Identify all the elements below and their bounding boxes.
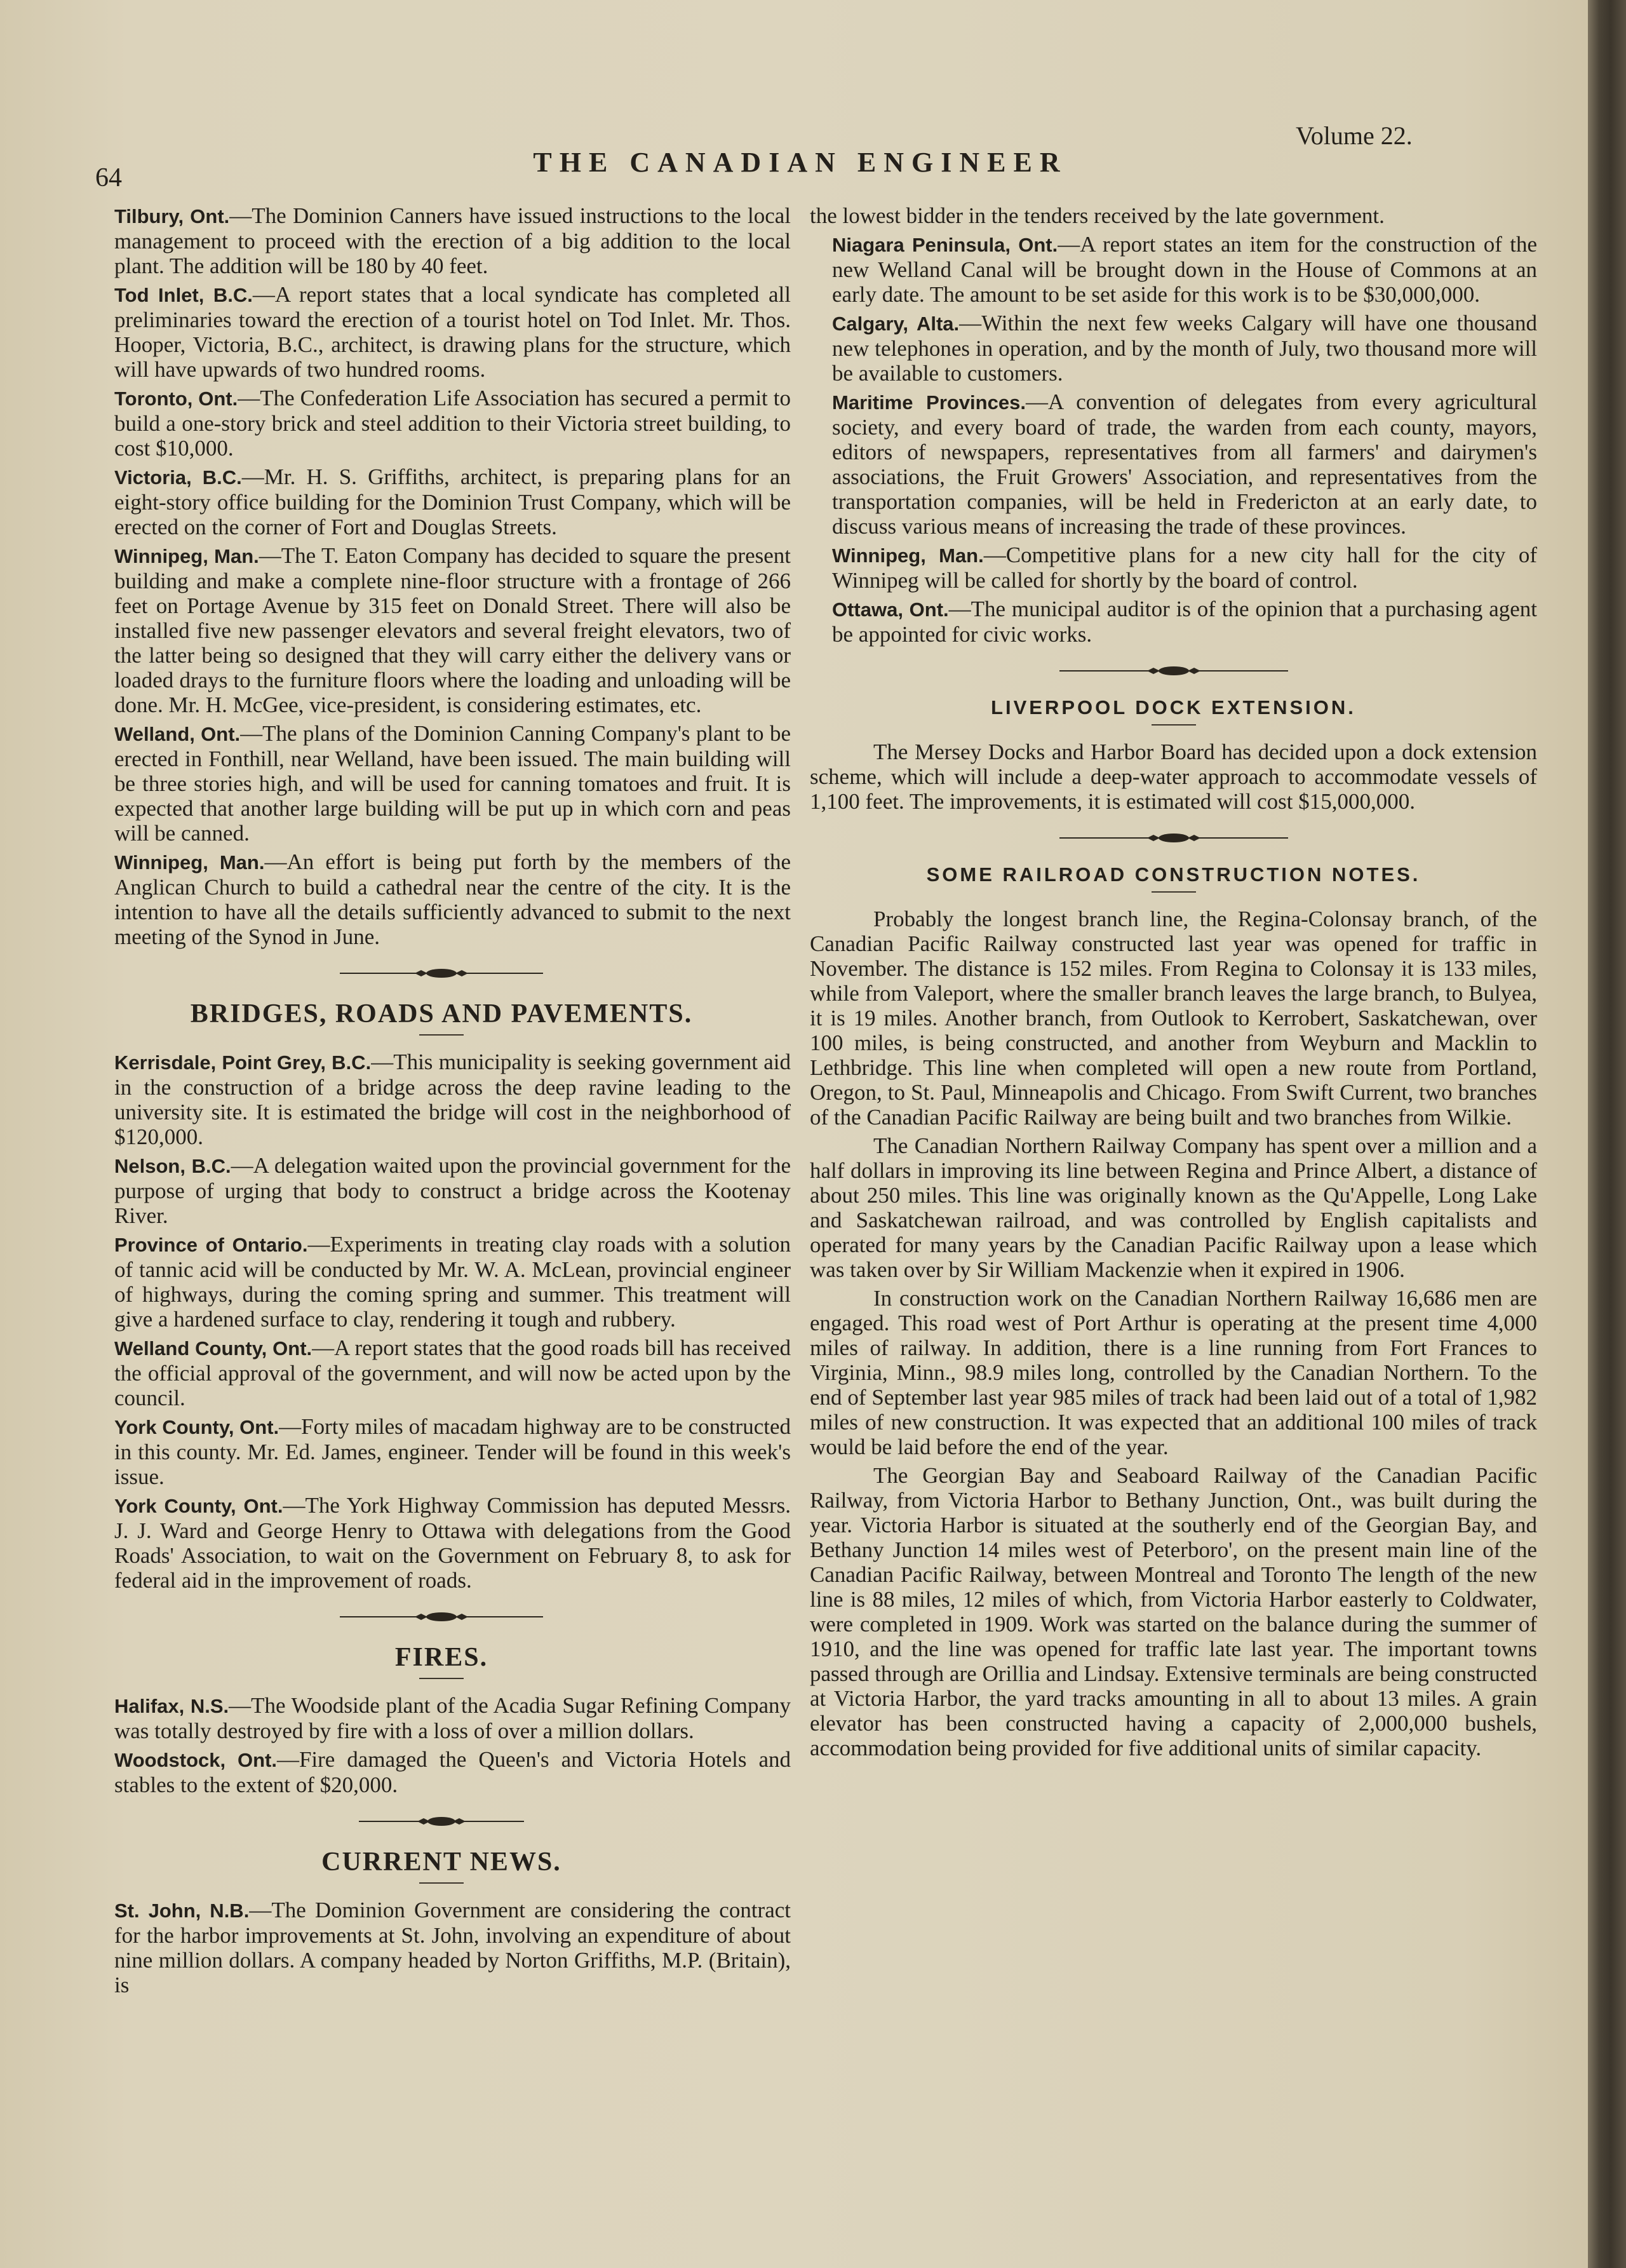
item-text: —Experiments in treating clay roads with a solution of tannic acid will be conducted by Mr. W. A. McLean, provincial engineer of highways, during the coming spring and summer. This treatment will give a hardened surface to clay, rendering it tough and rubbery. (114, 1232, 791, 1332)
location-label: Winnipeg, Man. (832, 544, 984, 567)
ornament-divider (359, 1815, 524, 1828)
item-text: —A convention of delegates from every agricultural society, and every board of trade, the warden from each county, mayors, editors of newspapers, representatives from all farmers' and dairymen's associations, the Fruit Growers' Association, and representatives from the transportation companies, will be held in Fredericton at an early date, to discuss various means of increasing the trade of these provinces. (832, 389, 1538, 539)
news-item (92, 203, 791, 278)
journal-title: THE CANADIAN ENGINEER (533, 147, 1068, 178)
news-item (92, 1493, 791, 1593)
news-item (92, 1747, 791, 1797)
news-item (92, 1335, 791, 1410)
news-item (810, 543, 1537, 593)
section-title-bridges: BRIDGES, ROADS AND PAVEMENTS. (190, 999, 693, 1029)
news-item (92, 282, 791, 382)
news-item (810, 597, 1537, 647)
location-label: Woodstock, Ont. (114, 1749, 277, 1771)
news-item (810, 311, 1537, 386)
location-label: Calgary, Alta. (832, 313, 960, 335)
right-column (810, 203, 1537, 1764)
location-label: Victoria, B.C. (114, 466, 242, 489)
item-text: —Mr. H. S. Griffiths, architect, is preparing plans for an eight-story office building for the Dominion Trust Company, which will be erected on the corner of Fort and Douglas Streets. (114, 464, 791, 539)
item-text: —The municipal auditor is of the opinion that a purchasing agent be appointed for civic works. (832, 597, 1537, 647)
article-paragraph: In construction work on the Canadian Northern Railway 16,686 men are engaged. This road west of Port Arthur is operating at the present time 4,000 miles of railway. In addition, there is a line running from Fort Frances to Virginia, Minn., 98.9 miles long, controlled by the Canadian Northern. To the end of September last year 985 miles of track had been laid out of a total of 1,982 miles of new construction. It was expected that an additional 100 miles of track would be laid before the end of the year. (810, 1286, 1537, 1459)
location-label: Welland, Ont. (114, 723, 241, 745)
item-text: —Forty miles of macadam highway are to be constructed in this county. Mr. Ed. James, engineer. Tender will be found in this week's issue. (114, 1414, 791, 1489)
news-item (92, 543, 791, 717)
news-item (810, 389, 1537, 539)
title-rule (419, 1034, 464, 1036)
item-text: —An effort is being put forth by the members of the Anglican Church to build a cathedral near the centre of the city. It is the intention to have all the details sufficiently advanced to submit to the next meeting of the Synod in June. (114, 849, 791, 949)
location-label: Winnipeg, Man. (114, 851, 265, 874)
news-item (92, 386, 791, 461)
section-title-railroad: SOME RAILROAD CONSTRUCTION NOTES. (926, 863, 1421, 886)
item-text: —A report states an item for the construction of the new Welland Canal will be brought down in the House of Commons at an early date. The amount to be set aside for this work is to be $30,000,000. (832, 232, 1537, 307)
item-text: —The plans of the Dominion Canning Company's plant to be erected in Fonthill, near Welland, have been issued. The main building will be three stories high, and will be used for canning tomatoes and fruit. It is expected that another large building will be put up in which corn and peas will be canned. (114, 721, 791, 846)
location-label: Winnipeg, Man. (114, 545, 259, 567)
item-text: —Fire damaged the Queen's and Victoria Hotels and stables to the extent of $20,000. (114, 1747, 791, 1797)
item-text: —The Dominion Canners have issued instructions to the local management to proceed with the erection of a big addition to the local plant. The addition will be 180 by 40 feet. (114, 203, 791, 278)
item-text: —The Confederation Life Association has secured a permit to build a one-story brick and steel addition to their Victoria street building, to cost $10,000. (114, 386, 791, 461)
item-text: —This municipality is seeking government aid in the construction of a bridge across the deep ravine leading to the university site. It is estimated the bridge will cost in the neighborhood of $120,000. (114, 1050, 791, 1149)
news-item (92, 464, 791, 539)
continued-text: the lowest bidder in the tenders received by the late government. (810, 203, 1385, 228)
page-number: 64 (95, 163, 122, 192)
location-label: Maritime Provinces. (832, 391, 1026, 414)
news-item (92, 1414, 791, 1489)
title-rule (419, 1882, 464, 1884)
item-text: —A report states that a local syndicate has completed all preliminaries toward the erection of a tourist hotel on Tod Inlet. Mr. Thos. Hooper, Victoria, B.C., architect, is drawing plans for the structure, which will have upwards of two hundred rooms. (114, 282, 791, 382)
volume-label: Volume 22. (1296, 121, 1413, 150)
location-label: York County, Ont. (114, 1495, 283, 1517)
location-label: Nelson, B.C. (114, 1155, 231, 1177)
ornament-divider (340, 967, 543, 980)
left-column (92, 203, 791, 2001)
location-label: Tilbury, Ont. (114, 205, 230, 227)
ornament-divider (340, 1610, 543, 1623)
item-text: —The York Highway Commission has deputed Messrs. J. J. Ward and George Henry to Ottawa with delegations from the Good Roads' Association, to wait on the Government on February 8, to ask for federal aid in the improvement of roads. (114, 1493, 791, 1593)
item-text: —The Dominion Government are considering the contract for the harbor improvements at St. John, involving an expenditure of about nine million dollars. A company headed by Norton Griffiths, M.P. (Britain), is (114, 1898, 791, 1997)
section-title-liverpool: LIVERPOOL DOCK EXTENSION. (991, 696, 1356, 719)
article-paragraph: The Mersey Docks and Harbor Board has decided upon a dock extension scheme, which will include a deep-water approach to accommodate vessels of 1,100 feet. The improvements, it is estimated will cost $15,000,000. (810, 739, 1537, 814)
news-item (92, 1898, 791, 1997)
news-item (92, 721, 791, 846)
title-rule (419, 1678, 464, 1679)
title-rule (1152, 724, 1196, 726)
article-paragraph: Probably the longest branch line, the Regina-Colonsay branch, of the Canadian Pacific Railway constructed last year was opened for traffic in November. The distance is 152 miles. From Regina to Colonsay it is 133 miles, while from Valeport, where the smaller branch leaves the large branch, to Bulyea, it is 19 miles. Another branch, from Outlook to Kerrobert, Saskatchewan, over 100 miles, is being constructed, and another from Weyburn and Macklin to Lethbridge. This line when completed will open a new route from Portland, Oregon, to St. Paul, Minneapolis and Chicago. From Swift Current, two branches of the Canadian Pacific Railway are being built and two branches from Wilkie. (810, 907, 1537, 1130)
news-item (92, 849, 791, 949)
location-label: Halifax, N.S. (114, 1695, 229, 1717)
news-item (92, 1153, 791, 1228)
location-label: Toronto, Ont. (114, 388, 238, 410)
title-rule (1152, 891, 1196, 893)
page-binding-edge (1588, 0, 1626, 2268)
section-title-fires: FIRES. (394, 1643, 488, 1672)
article-paragraph: The Georgian Bay and Seaboard Railway of the Canadian Pacific Railway, from Victoria Harbor to Bethany Junction, Ont., was built during the year. Victoria Harbor is situated at the southerly end of the Georgian Bay, and Bethany Junction 14 miles west of Peterboro', on the present main line of the Canadian Pacific Railway, between Montreal and Toronto The length of the new line is 88 miles, 12 miles of which, from Victoria Harbor easterly to Coldwater, were completed in 1909. Work was started on the balance during the summer of 1910, and the line was opened for traffic late last year. The important towns passed through are Orillia and Lindsay. Extensive terminals are being constructed at Victoria Harbor, the yard tracks amounting in all to about 13 miles. A grain elevator has been constructed having a capacity of 2,000,000 bushels, accommodation being provided for five additional units of similar capacity. (810, 1463, 1537, 1760)
news-item (92, 1693, 791, 1743)
location-label: Welland County, Ont. (114, 1337, 312, 1360)
location-label: York County, Ont. (114, 1416, 279, 1438)
news-item (92, 1232, 791, 1332)
item-text: —The T. Eaton Company has decided to square the present building and make a complete nine-floor structure with a frontage of 266 feet on Portage Avenue by 315 feet on Donald Street. There will also be installed five new passenger elevators and several freight elevators, two of the latter being so designed that they will carry either the delivery vans or loaded drays to the furniture floors where the loading and unloading will be done. Mr. H. McGee, vice-president, is considering estimates, etc. (114, 543, 791, 717)
item-text: —A delegation waited upon the provincial government for the purpose of urging that body to construct a bridge across the Kootenay River. (114, 1153, 791, 1228)
location-label: Tod Inlet, B.C. (114, 284, 253, 306)
location-label: Ottawa, Ont. (832, 598, 949, 621)
ornament-divider (1059, 832, 1288, 844)
news-item (92, 1050, 791, 1149)
location-label: St. John, N.B. (114, 1900, 250, 1922)
item-text: —The Woodside plant of the Acadia Sugar Refining Company was totally destroyed by fire with a loss of over a million dollars. (114, 1693, 791, 1743)
news-item (810, 232, 1537, 307)
location-label: Kerrisdale, Point Grey, B.C. (114, 1051, 372, 1074)
section-title-current-news: CURRENT NEWS. (321, 1847, 561, 1877)
location-label: Province of Ontario. (114, 1234, 308, 1256)
item-text: —Within the next few weeks Calgary will have one thousand new telephones in operation, and by the month of July, two thousand more will be available to customers. (832, 311, 1537, 386)
location-label: Niagara Peninsula, Ont. (832, 234, 1058, 256)
article-paragraph: The Canadian Northern Railway Company has spent over a million and a half dollars in improving its line between Regina and Prince Albert, a distance of about 250 miles. This line was originally known as the Qu'Appelle, Long Lake and Saskatchewan railroad, and was controlled by English capitalists and operated for many years by the Canadian Pacific Railway upon a lease which was taken over by Sir William Mackenzie when it expired in 1906. (810, 1133, 1537, 1282)
ornament-divider (1059, 665, 1288, 677)
item-text: —A report states that the good roads bill has received the official approval of the government, and will now be acted upon by the council. (114, 1335, 791, 1410)
item-text: —Competitive plans for a new city hall for the city of Winnipeg will be called for shortly by the board of control. (832, 543, 1537, 593)
